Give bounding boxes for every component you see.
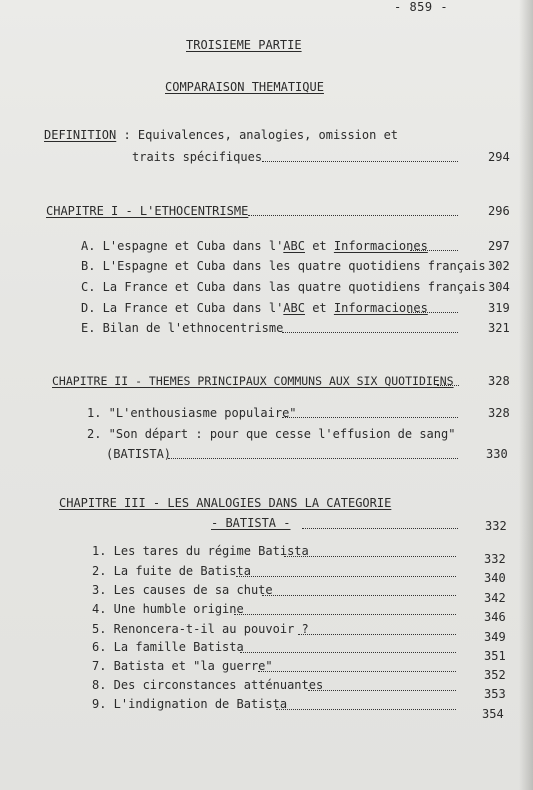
chapter2-item-2-page: 330	[486, 447, 508, 461]
chapter3-item-3-page: 342	[484, 591, 506, 605]
dot-leader	[168, 457, 458, 459]
chapter2-item-2: 2. "Son départ : pour que cesse l'effusion de sang"	[87, 427, 456, 441]
chapter3-item-2-page: 340	[484, 571, 506, 585]
dot-leader	[302, 527, 458, 529]
chapter3-item-8-page: 353	[484, 687, 506, 701]
newspaper-name: Informaciones	[333, 301, 428, 315]
chapter2-page: 328	[488, 374, 510, 388]
page-edge-shadow	[519, 0, 533, 790]
dot-leader	[282, 416, 458, 418]
newspaper-name: ABC	[283, 301, 305, 315]
newspaper-name: Informaciones	[333, 239, 428, 253]
chapter3-heading-2: - BATISTA -	[211, 516, 291, 530]
chapter3-item-7: 7. Batista et "la guerre"	[92, 659, 273, 673]
chapter3-item-9-page: 354	[482, 707, 504, 721]
chapter1-heading: CHAPITRE I - L'ETHOCENTRISME	[46, 204, 249, 218]
dot-leader	[248, 214, 458, 216]
chapter3-item-9: 9. L'indignation de Batista	[92, 697, 288, 711]
chapter2-item-2-cont: (BATISTA)	[106, 447, 172, 461]
chapter1-item-e: E. Bilan de l'ethnocentrisme	[81, 321, 284, 335]
chapter1-item-b-page: 302	[488, 259, 510, 273]
chapter3-item-7-page: 352	[484, 668, 506, 682]
definition-page: 294	[488, 150, 510, 164]
dot-leader	[258, 670, 456, 672]
chapter3-item-1: 1. Les tares du régime Batista	[92, 544, 309, 558]
dot-leader	[284, 555, 456, 557]
item-text: A. L'espagne et Cuba dans l'	[81, 239, 284, 253]
chapter3-heading-1: CHAPITRE III - LES ANALOGIES DANS LA CATEGORIE	[59, 496, 392, 510]
dot-leader	[308, 689, 456, 691]
chapter3-item-3: 3. Les causes de sa chute	[92, 583, 273, 597]
dot-leader	[410, 249, 458, 251]
chapter3-item-5: 5. Renoncera-t-il au pouvoir ?	[92, 622, 309, 636]
definition-text-2: traits spécifiques	[132, 150, 263, 164]
dot-leader	[276, 708, 456, 710]
chapter1-page: 296	[488, 204, 510, 218]
chapter3-item-6: 6. La famille Batista	[92, 640, 244, 654]
page-number: - 859 -	[394, 0, 449, 14]
dot-leader	[236, 575, 456, 577]
dot-leader	[282, 331, 458, 333]
part-subtitle: COMPARAISON THEMATIQUE	[165, 80, 324, 94]
chapter1-item-a	[81, 239, 428, 253]
chapter1-item-c: C. La France et Cuba dans las quatre quotidiens français	[81, 280, 486, 294]
newspaper-name: ABC	[283, 239, 305, 253]
chapter3-page: 332	[485, 519, 507, 533]
chapter3-item-4: 4. Une humble origine	[92, 602, 244, 616]
dot-leader	[298, 633, 456, 635]
definition-line-1	[44, 128, 398, 142]
chapter2-heading: CHAPITRE II - THEMES PRINCIPAUX COMMUNS AUX SIX QUOTIDIENS	[52, 374, 454, 388]
chapter3-item-4-page: 346	[484, 610, 506, 624]
chapter3-item-6-page: 351	[484, 649, 506, 663]
definition-text-1: : Equivalences, analogies, omission et	[123, 128, 399, 142]
chapter2-item-1: 1. "L'enthousiasme populaire"	[87, 406, 297, 420]
chapter1-item-b: B. L'Espagne et Cuba dans les quatre quotidiens français	[81, 259, 486, 273]
dot-leader	[234, 613, 456, 615]
dot-leader	[240, 651, 456, 653]
item-text: et	[304, 301, 334, 315]
chapter2-item-1-page: 328	[488, 406, 510, 420]
dot-leader	[408, 311, 458, 313]
chapter3-item-1-page: 332	[484, 552, 506, 566]
part-title: TROISIEME PARTIE	[186, 38, 302, 52]
chapter1-item-e-page: 321	[488, 321, 510, 335]
chapter1-item-a-page: 297	[488, 239, 510, 253]
chapter1-item-d	[81, 301, 428, 315]
item-text: D. La France et Cuba dans l'	[81, 301, 284, 315]
item-text: et	[304, 239, 334, 253]
chapter3-item-8: 8. Des circonstances atténuantes	[92, 678, 324, 692]
chapter1-item-d-page: 319	[488, 301, 510, 315]
dot-leader	[437, 384, 459, 386]
chapter3-item-2: 2. La fuite de Batista	[92, 564, 251, 578]
dot-leader	[262, 160, 458, 162]
definition-label: DEFINITION	[44, 128, 117, 142]
chapter3-item-5-page: 349	[484, 630, 506, 644]
dot-leader	[262, 594, 456, 596]
chapter1-item-c-page: 304	[488, 280, 510, 294]
